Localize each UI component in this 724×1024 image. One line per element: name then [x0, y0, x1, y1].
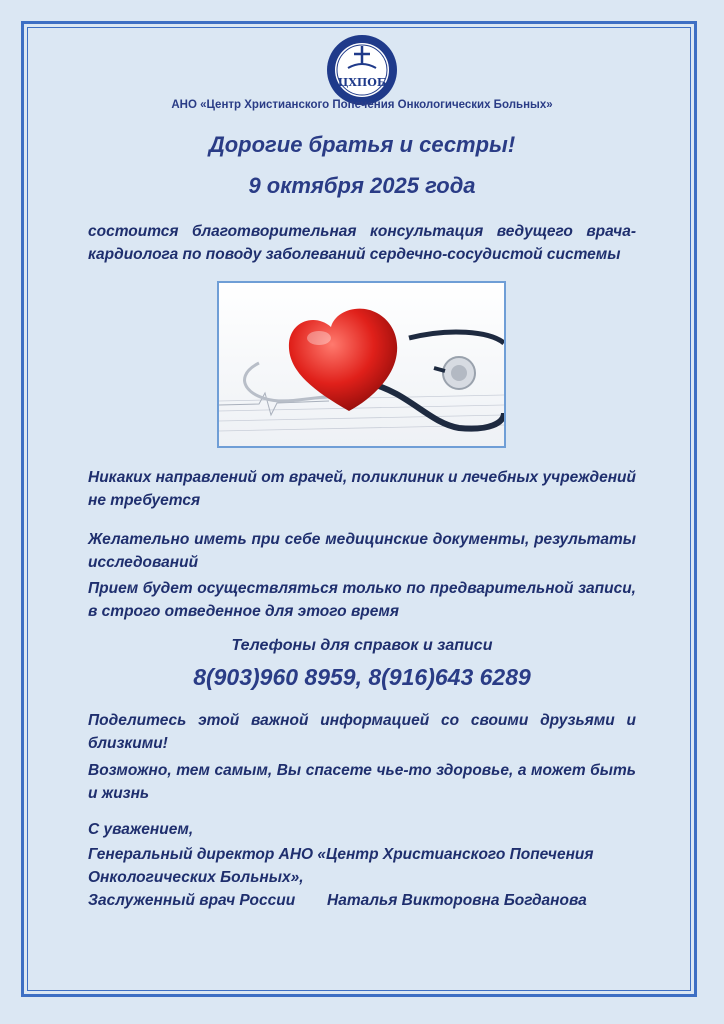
appointment-note: Прием будет осуществляться только по предварительной записи, в строго отведенное для этого время [88, 580, 636, 620]
phone-numbers: 8(903)960 8959, 8(916)643 6289 [193, 664, 531, 690]
no-referral-note: Никаких направлений от врачей, поликлиник и лечебных учреждений не требуется [88, 469, 636, 509]
signature-position: Генеральный директор АНО «Центр Христианского Попечения Онкологических Больных», [88, 846, 594, 886]
signature-greeting: С уважением, [88, 821, 194, 838]
documents-note: Желательно иметь при себе медицинские документы, результаты исследований [88, 531, 636, 571]
intro-text: состоится благотворительная консультация ведущего врача-кардиолога по поводу заболеваний сердечно-сосудистой системы [88, 223, 636, 263]
greeting-title: Дорогие братья и сестры! [208, 132, 516, 157]
svg-text:ЦХПОБ: ЦХПОБ [337, 76, 387, 89]
signature-title: Заслуженный врач России [88, 892, 296, 909]
share-request: Поделитесь этой важной информацией со своими друзьями и близкими! [88, 712, 636, 752]
signature-name: Наталья Викторовна Богданова [327, 892, 587, 909]
organization-name: АНО «Центр Христианского Попечения Онкологических Больных» [171, 99, 553, 111]
heart-stethoscope-photo [217, 281, 506, 448]
event-date: 9 октября 2025 года [248, 173, 476, 198]
phones-label: Телефоны для справок и записи [231, 637, 493, 654]
save-life-note: Возможно, тем самым, Вы спасете чье-то здоровье, а может быть и жизнь [88, 762, 636, 802]
ano-logo-icon [326, 34, 398, 106]
